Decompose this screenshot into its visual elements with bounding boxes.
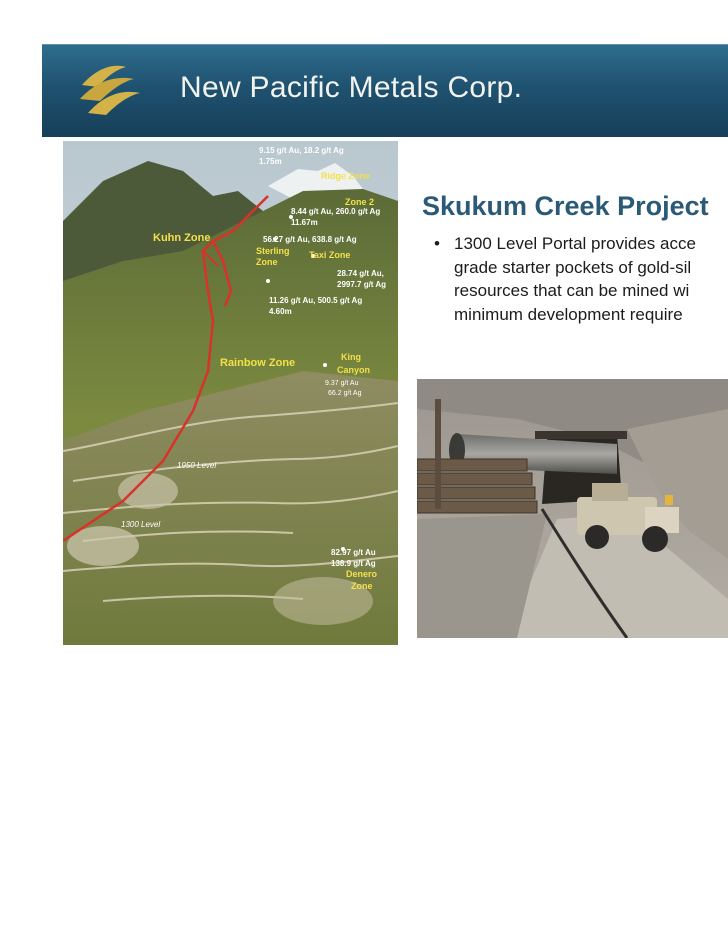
ridge-zone-label: Ridge Zone xyxy=(321,171,370,181)
sterling-grade-label: 56.27 g/t Au, 638.8 g/t Ag xyxy=(263,235,357,244)
rainbow-zone-label: Rainbow Zone xyxy=(220,357,296,369)
denero-grade-label-2: 138.9 g/t Ag xyxy=(331,559,376,568)
bullet-line: grade starter pockets of gold-sil xyxy=(454,257,692,277)
bullet-line: resources that can be mined wi xyxy=(454,281,690,300)
top-width-label: 1.75m xyxy=(259,157,282,166)
zone-2-label: Zone 2 xyxy=(345,197,375,207)
denero-grade-label-1: 82.97 g/t Au xyxy=(331,548,376,557)
king-canyon-label-1: King xyxy=(341,352,361,362)
gold-wave-logo-icon xyxy=(78,59,144,117)
denero-zone-label-2: Zone xyxy=(351,581,373,591)
rainbow-grade-label: 11.26 g/t Au, 500.5 g/t Ag xyxy=(269,296,363,305)
bullet-line: • 1300 Level Portal provides acce xyxy=(454,234,696,253)
sterling-zone-label-1: Sterling xyxy=(256,246,290,256)
bullet-list xyxy=(428,232,728,326)
sterling-zone-label-2: Zone xyxy=(256,257,278,267)
kuhn-zone-label: Kuhn Zone xyxy=(153,232,211,244)
taxi-zone-label: Taxi Zone xyxy=(309,250,351,260)
top-grade-label: 9.15 g/t Au, 18.2 g/t Ag xyxy=(259,146,344,155)
denero-zone-label-1: Denero xyxy=(346,569,378,579)
king-grade-label-1: 9.37 g/t Au xyxy=(325,380,359,387)
portal-loader-photo xyxy=(417,379,728,638)
zone2-width-label: 11.67m xyxy=(291,218,318,227)
zone2-grade-label: 8.44 g/t Au, 260.0 g/t Ag xyxy=(291,207,381,216)
taxi-grade-label-2: 2997.7 g/t Ag xyxy=(337,280,387,289)
company-name: New Pacific Metals Corp. xyxy=(180,71,523,104)
slide-title: Skukum Creek Project xyxy=(422,191,709,221)
level-1300-label: 1300 Level xyxy=(121,520,161,529)
taxi-grade-label-1: 28.74 g/t Au, xyxy=(337,269,384,278)
king-grade-label-2: 66.2 g/t Ag xyxy=(328,390,362,397)
rainbow-width-label: 4.60m xyxy=(269,307,292,316)
header-band xyxy=(42,44,728,137)
mountain-zone-photo xyxy=(63,141,398,645)
king-canyon-label-2: Canyon xyxy=(337,365,371,375)
bullet-line: minimum development require xyxy=(454,304,683,324)
level-1950-label: 1950 Level xyxy=(177,461,217,470)
bullet-item xyxy=(428,232,728,326)
